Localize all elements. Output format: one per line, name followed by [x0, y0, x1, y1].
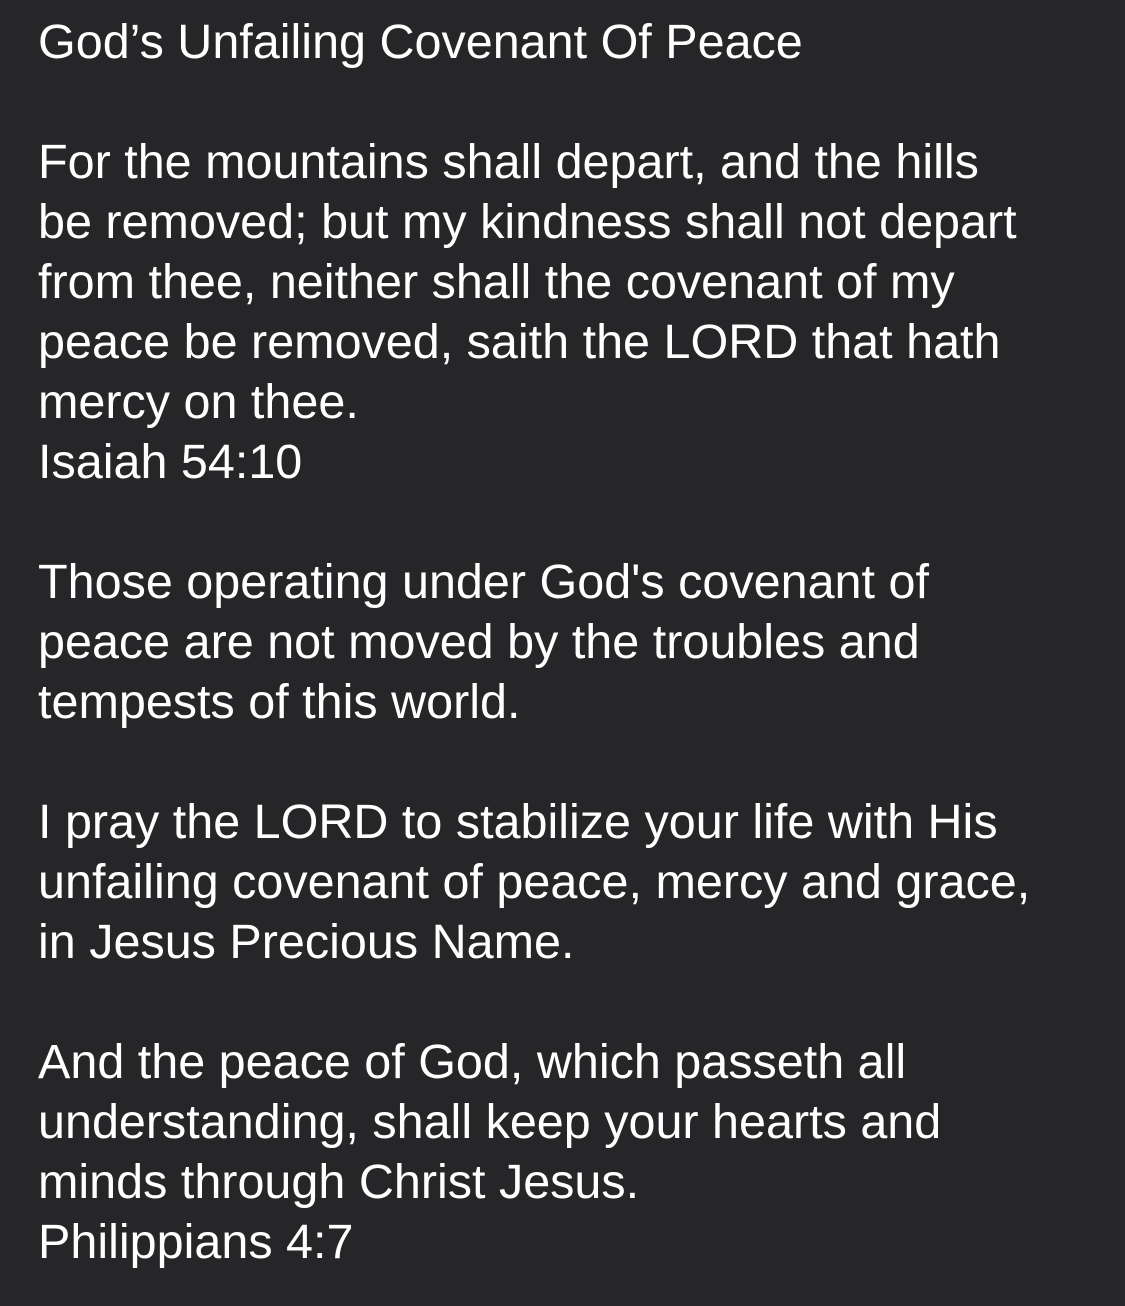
verse-line: peace be removed, saith the LORD that hath: [38, 315, 1001, 369]
verse-line: be removed; but my kindness shall not depart: [38, 195, 1017, 249]
verse-reference: Isaiah 54:10: [38, 435, 303, 489]
paragraph-line: in Jesus Precious Name.: [38, 915, 575, 969]
verse-line: from thee, neither shall the covenant of my: [38, 255, 955, 309]
blank-line: [38, 492, 1108, 552]
blank-line: [38, 732, 1108, 792]
paragraph-line: unfailing covenant of peace, mercy and grace,: [38, 855, 1031, 909]
paragraph-prayer: [38, 792, 1108, 972]
scripture-philippians: [38, 1032, 1108, 1272]
verse-line: For the mountains shall depart, and the hills: [38, 135, 979, 189]
paragraph-line: Those operating under God's covenant of: [38, 555, 929, 609]
paragraph-line: tempests of this world.: [38, 675, 521, 729]
note-body-text[interactable]: [38, 12, 1108, 1272]
paragraph-line: peace are not moved by the troubles and: [38, 615, 920, 669]
verse-reference: Philippians 4:7: [38, 1215, 354, 1269]
blank-line: [38, 72, 1108, 132]
paragraph-covenant: [38, 552, 1108, 732]
note-title: God’s Unfailing Covenant Of Peace: [38, 15, 803, 69]
verse-line: understanding, shall keep your hearts and: [38, 1095, 942, 1149]
scripture-isaiah: [38, 132, 1108, 492]
verse-line: minds through Christ Jesus.: [38, 1155, 640, 1209]
blank-line: [38, 972, 1108, 1032]
verse-line: And the peace of God, which passeth all: [38, 1035, 907, 1089]
verse-line: mercy on thee.: [38, 375, 359, 429]
paragraph-line: I pray the LORD to stabilize your life with His: [38, 795, 998, 849]
